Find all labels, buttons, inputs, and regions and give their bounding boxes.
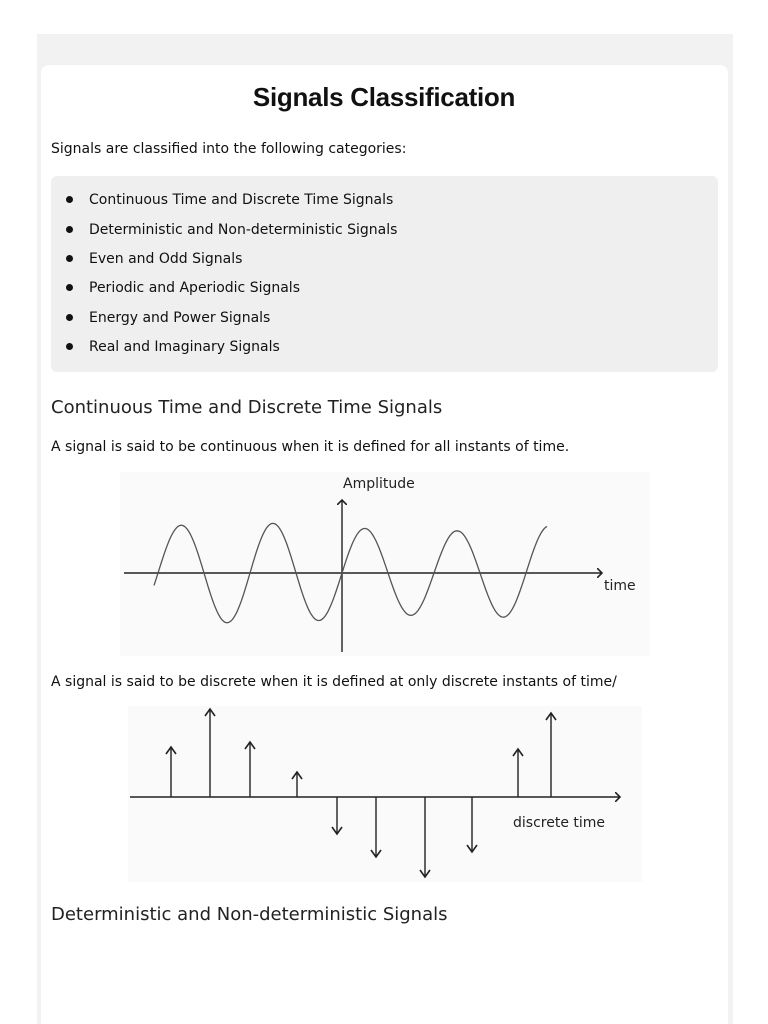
section-heading-continuous-discrete: Continuous Time and Discrete Time Signals <box>51 397 443 418</box>
discrete-signal-plot <box>128 706 642 882</box>
category-label: Energy and Power Signals <box>89 310 271 326</box>
category-label: Deterministic and Non-deterministic Signals <box>89 222 398 238</box>
continuous-definition: A signal is said to be continuous when it is defined for all instants of time. <box>51 439 570 455</box>
section-heading-deterministic: Deterministic and Non-deterministic Signals <box>51 904 448 925</box>
bullet-icon <box>66 314 73 321</box>
category-label: Even and Odd Signals <box>89 251 243 267</box>
discrete-definition: A signal is said to be discrete when it is defined at only discrete instants of time/ <box>51 674 617 690</box>
category-list <box>51 176 718 372</box>
amplitude-label: Amplitude <box>343 476 415 492</box>
category-label: Real and Imaginary Signals <box>89 339 280 355</box>
continuous-signal-plot <box>120 472 650 656</box>
bullet-icon <box>66 255 73 262</box>
bullet-icon <box>66 343 73 350</box>
sample-stems <box>166 709 556 877</box>
continuous-signal-figure <box>120 472 650 656</box>
discrete-signal-figure <box>128 706 642 882</box>
bullet-icon <box>66 196 73 203</box>
bullet-icon <box>66 284 73 291</box>
category-label: Periodic and Aperiodic Signals <box>89 280 300 296</box>
intro-text: Signals are classified into the following categories: <box>51 141 407 157</box>
bullet-icon <box>66 226 73 233</box>
category-label: Continuous Time and Discrete Time Signals <box>89 192 394 208</box>
discrete-time-label: discrete time <box>513 815 606 831</box>
time-label: time <box>604 578 636 594</box>
page-title: Signals Classification <box>252 82 516 112</box>
